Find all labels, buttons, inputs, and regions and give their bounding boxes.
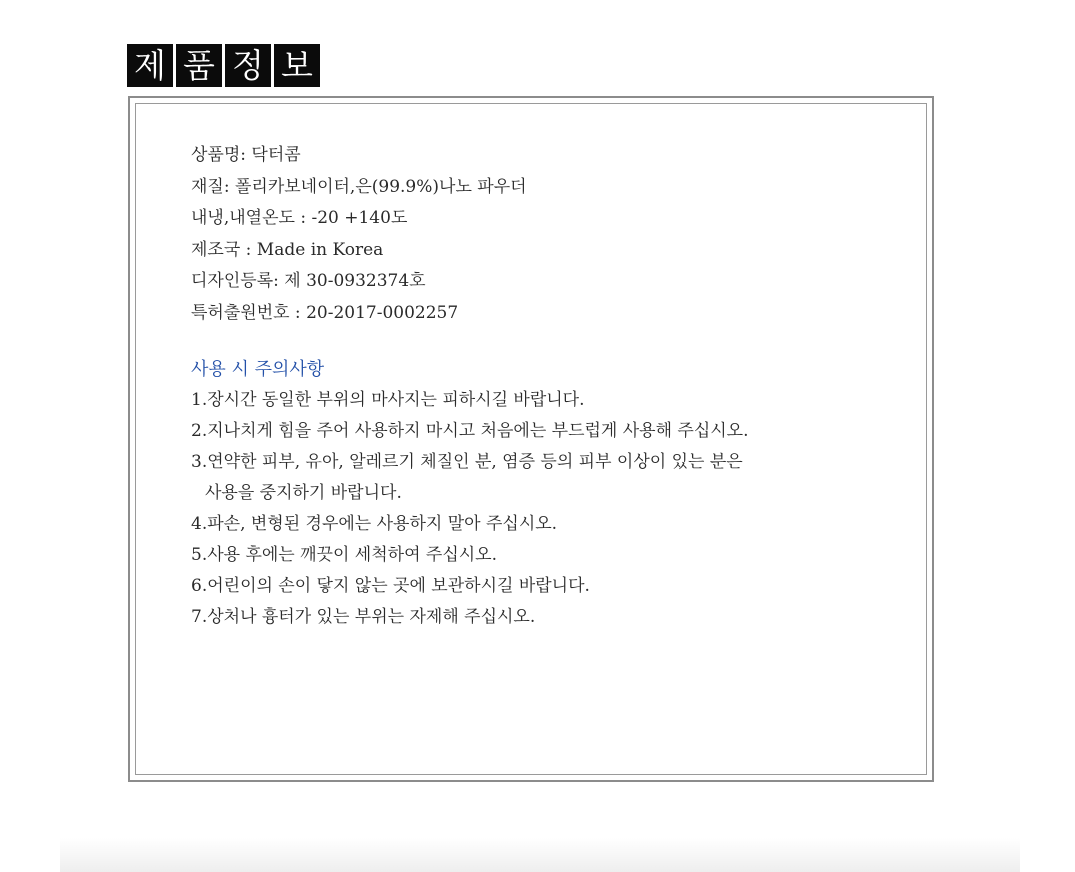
caution-item: 5.사용 후에는 깨끗이 세척하여 주십시오. [191,545,497,565]
caution-item: 1.장시간 동일한 부위의 마사지는 피하시길 바랍니다. [191,390,585,410]
caution-item: 2.지나치게 힘을 주어 사용하지 마시고 처음에는 부드럽게 사용해 주십시오. [191,421,749,441]
spec-design-registration: 디자인등록: 제 30-0932374호 [191,271,426,291]
title-char: 보 [274,44,320,87]
spec-patent-number: 특허출원번호 : 20-2017-0002257 [191,302,459,323]
spec-country: 제조국 : Made in Korea [191,239,384,260]
caution-item: 7.상처나 흉터가 있는 부위는 자제해 주십시오. [191,607,536,627]
title-char: 정 [225,44,271,87]
spec-product-name: 상품명: 닥터콤 [191,145,301,165]
bottom-shadow-divider [60,838,1020,872]
title-char: 품 [176,44,222,87]
caution-item: 3.연약한 피부, 유아, 알레르기 체질인 분, 염증 등의 피부 이상이 있는 분은 [191,452,743,472]
section-title [127,44,320,87]
product-info-content [191,140,921,633]
title-char: 제 [127,44,173,87]
caution-list [191,385,921,633]
caution-item: 4.파손, 변형된 경우에는 사용하지 말아 주십시오. [191,514,558,534]
caution-item-continuation: 사용을 중지하기 바랍니다. [205,483,402,503]
caution-item: 6.어린이의 손이 닿지 않는 곳에 보관하시길 바랍니다. [191,576,590,596]
spec-material: 재질: 폴리카보네이터,은(99.9%)나노 파우더 [191,176,527,197]
caution-heading: 사용 시 주의사항 [191,359,325,380]
spec-temperature: 내냉,내열온도 : -20 +140도 [191,208,408,228]
spec-list [191,140,921,329]
